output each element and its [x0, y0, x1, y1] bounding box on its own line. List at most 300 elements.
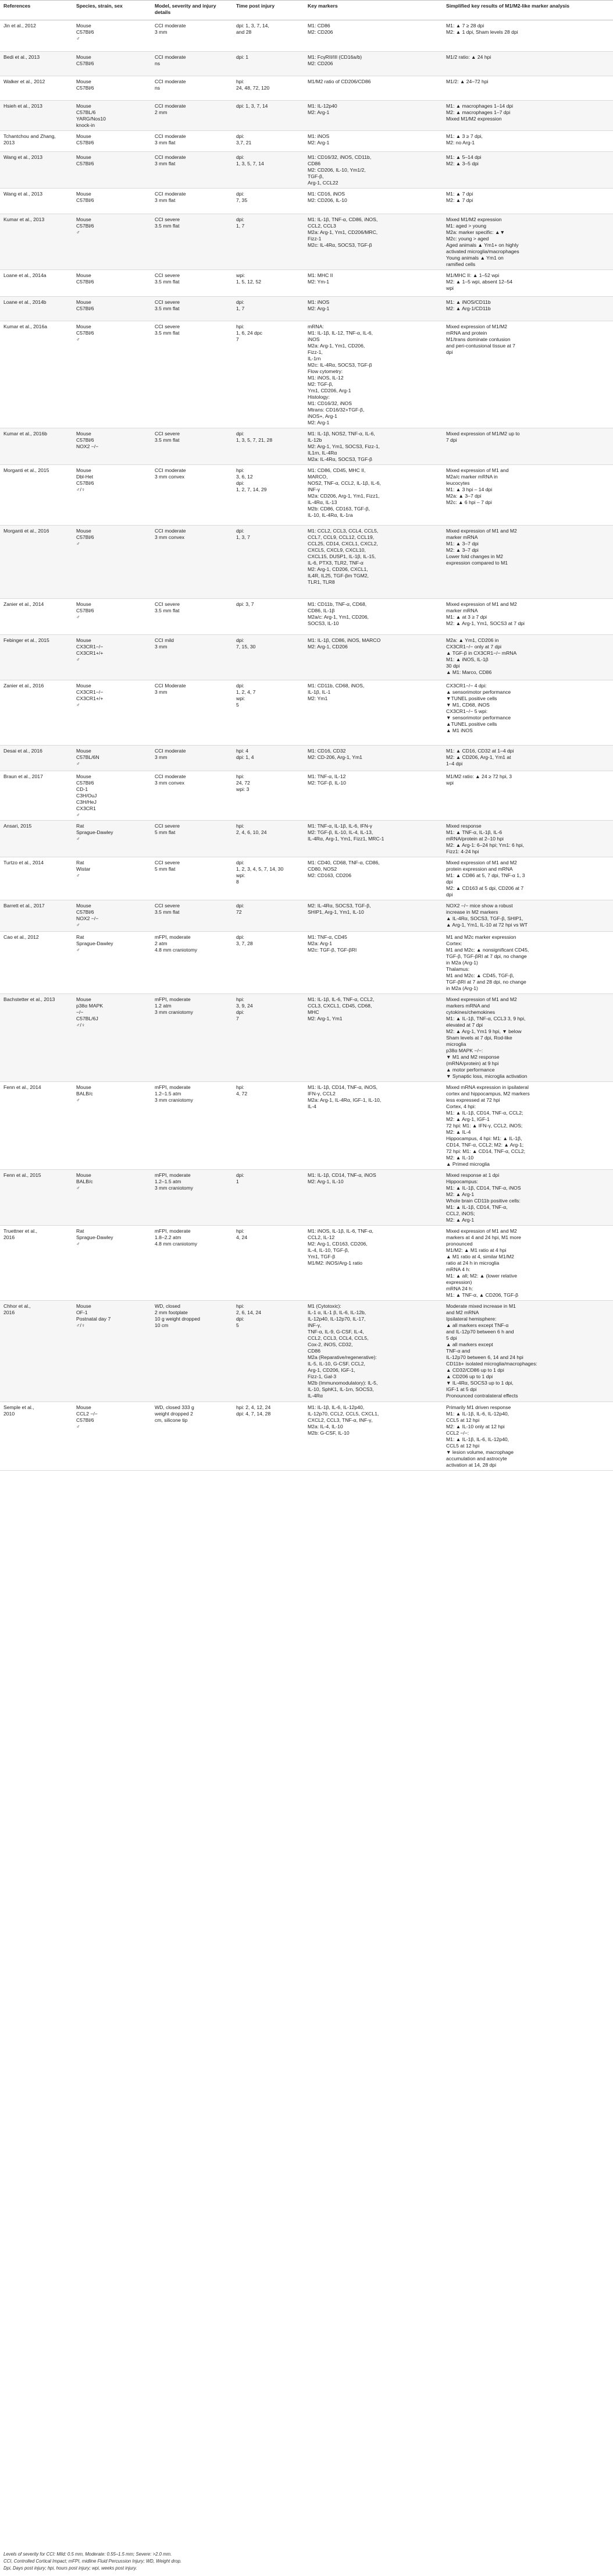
cell-line: dpi: 1, 3, 7, 14 [236, 103, 268, 109]
time-cell [233, 189, 304, 214]
cell-line: M2a/c: Arg-1, Ym1, CD206, [308, 614, 369, 620]
cell-line: CD11b+ isolated microglia/macrophages: [446, 1361, 537, 1367]
table-row [0, 76, 613, 101]
cell-line: microglia [446, 1041, 466, 1047]
cell-line: Mouse [76, 1404, 91, 1410]
cell-line: ♂ [76, 1185, 80, 1191]
cell-line: mRNA 24 h: [446, 1286, 473, 1291]
reference-cell [0, 465, 73, 526]
cell-line: M1/M2: iNOS/Arg-1 ratio [308, 1260, 363, 1266]
cell-line: 72 hpi: M1: ▲ IFN-γ, CCL2, iNOS; [446, 1123, 523, 1129]
cell-line: Mixed expression of M1 and M2 [446, 996, 517, 1002]
cell-line: C3H/HeJ [76, 799, 97, 805]
cell-line: Turtzo et al., 2014 [3, 860, 44, 865]
cell-line: Flow cytometry: [308, 368, 343, 374]
cell-line: Mixed M1/M2 expression [446, 116, 502, 122]
cell-line: Mixed expression of M1 and M2 [446, 601, 517, 607]
cell-line: M2: Arg-1 [308, 109, 330, 115]
cell-line: C57Bl/6 [76, 279, 94, 285]
cell-line: Cox-2, iNOS, CD32, [308, 1342, 353, 1347]
model-cell [151, 52, 233, 76]
cell-line: 5 mm flat [155, 829, 176, 835]
cell-line: M2: ▲ 3–7 dpi [446, 547, 479, 553]
cell-line: Mouse [76, 217, 91, 222]
cell-line: M1: iNOS [308, 133, 330, 139]
cell-line: C57Bl/6 [76, 1417, 94, 1423]
cell-line: IL-4Rα, Arg-1, Ym1, Fizz1, MRC-1 [308, 836, 384, 842]
cell-line: CX3CR1−/− [76, 689, 104, 695]
cell-line: mFPI, moderate [155, 1172, 191, 1178]
reference-cell [0, 270, 73, 297]
table-row [0, 189, 613, 214]
cell-line: M1: CCL2, CCL3, CCL4, CCL5, [308, 528, 379, 534]
cell-line: mRNA/protein at 2–10 hpi [446, 836, 504, 842]
cell-line: ♂ [76, 36, 80, 41]
cell-line: Sprague-Dawley [76, 1234, 113, 1240]
cell-line: Mixed expression of M1 and M2 [446, 528, 517, 534]
species-cell [73, 857, 151, 900]
markers-cell [304, 428, 443, 465]
cell-line: M1/M2 ratio of CD206/CD86 [308, 79, 371, 84]
model-cell [151, 821, 233, 857]
cell-line: M2: ▲ macrophages 1–7 dpi [446, 109, 511, 115]
cell-line: M2a (Reparative/regenerative): [308, 1354, 377, 1360]
markers-cell [304, 321, 443, 428]
cell-line: IL-12p70, CCL2, CCL5, CXCL1, [308, 1411, 379, 1417]
model-cell [151, 635, 233, 680]
time-cell [233, 994, 304, 1082]
cell-line: 7 dpi [446, 437, 457, 443]
time-cell [233, 771, 304, 821]
cell-line: C57Bl/6 [76, 437, 94, 443]
model-cell [151, 746, 233, 771]
markers-cell [304, 297, 443, 321]
cell-line: M1 and M2c: ▲ nonsignificant CD45, [446, 947, 529, 953]
cell-line: OF-1 [76, 1310, 88, 1315]
cell-line: Mouse [76, 996, 91, 1002]
cell-line: CD80, NOS2 [308, 866, 337, 872]
reference-cell [0, 101, 73, 131]
model-cell [151, 771, 233, 821]
cell-line: iNOS [308, 336, 320, 342]
time-cell [233, 152, 304, 189]
time-cell [233, 428, 304, 465]
table-row [0, 214, 613, 270]
cell-line: hpi: [236, 773, 244, 779]
table-row [0, 1226, 613, 1301]
cell-line: ▼ M1 and M2 response [446, 1054, 500, 1060]
cell-line: CD86 [308, 161, 320, 166]
cell-line: Mouse [76, 1172, 91, 1178]
cell-line: 3 mm convex [155, 474, 185, 480]
cell-line: M1: ▲ iNOS/CD11b [446, 299, 491, 305]
cell-line: dpi: [236, 217, 244, 222]
cell-line: M1 and M2c marker expression [446, 934, 516, 940]
header-species: Species, strain, sex [73, 1, 151, 20]
markers-cell [304, 152, 443, 189]
table-row [0, 428, 613, 465]
reference-cell [0, 1170, 73, 1226]
cell-line: M2: ▲ Arg-1 [446, 1191, 475, 1197]
cell-line: Mouse [76, 23, 91, 29]
model-cell [151, 1226, 233, 1301]
cell-line: M1: IL-1β, CD14, TNF-α, iNOS [308, 1172, 376, 1178]
cell-line: mFPI, moderate [155, 996, 191, 1002]
footnote: Levels of severity for CCI: Mild: 0.5 mm, Moderate: 0.55–1.5 mm; Severe: >2.0 mm. [3, 2552, 172, 2557]
table-row [0, 101, 613, 131]
cell-line: ns [155, 61, 161, 66]
markers-cell [304, 857, 443, 900]
cell-line: Rat [76, 860, 84, 865]
cell-line: 3.5 mm flat [155, 279, 180, 285]
results-cell [443, 1301, 613, 1402]
cell-line: 1, 7 [236, 223, 245, 229]
cell-line: M1: CD86, CD45, MHC II, [308, 467, 366, 473]
cell-line: CCL2, CCL3, CCL4, CCL5, [308, 1335, 369, 1341]
markers-cell [304, 771, 443, 821]
cell-line: M1: FcγRII/III (CD16a/b) [308, 54, 362, 60]
cell-line: M1/trans dominate contusion [446, 336, 511, 342]
cell-line: 2010 [3, 1411, 15, 1417]
reference-cell [0, 131, 73, 152]
cell-line: 4.8 mm craniotomy [155, 1241, 198, 1247]
cell-line: CXCL15, DUSP1, IL-1β, IL-15, [308, 553, 376, 559]
cell-line: p38α MAPK −/−: [446, 1048, 483, 1053]
cell-line: YARG/Nos10 [76, 116, 106, 122]
model-cell [151, 465, 233, 526]
cell-line: Mtrans: CD16/32+TGF-β, [308, 407, 365, 413]
cell-line: CX3CR1+/+ [76, 696, 104, 701]
results-cell [443, 321, 613, 428]
cell-line: dpi: [236, 431, 244, 437]
cell-line: 3 mm craniotomy [155, 1009, 193, 1015]
cell-line: ▲ M1: Marco, CD86 [446, 669, 492, 675]
cell-line: IFN-γ, CCL2 [308, 1091, 336, 1097]
model-cell [151, 428, 233, 465]
species-cell [73, 52, 151, 76]
cell-line: M1: TNF-α, IL-1β, IL-6, IFN-γ [308, 823, 372, 829]
time-cell [233, 214, 304, 270]
cell-line: BALB/c [76, 1179, 93, 1184]
time-cell [233, 1402, 304, 1471]
cell-line: 7, 15, 30 [236, 644, 256, 650]
cell-line: M2: CD206, IL-10, Ym1/2, [308, 167, 366, 173]
cell-line: ▼ M1, CD68, iNOS [446, 702, 490, 708]
species-cell [73, 297, 151, 321]
species-cell [73, 76, 151, 101]
model-cell [151, 599, 233, 635]
species-cell [73, 189, 151, 214]
cell-line: dpi: [236, 903, 244, 909]
table-row [0, 526, 613, 599]
model-cell [151, 1170, 233, 1226]
cell-line: Hsieh et al., 2013 [3, 103, 42, 109]
cell-line: M1: ▲ 5–14 dpi [446, 154, 482, 160]
species-cell [73, 1082, 151, 1170]
cell-line: 3 mm flat [155, 140, 176, 146]
cell-line: Whole brain CD11b positive cells: [446, 1198, 521, 1204]
table-row [0, 746, 613, 771]
cell-line: Cao et al., 2012 [3, 934, 39, 940]
cell-line: M2: ▲ Arg-1, IGF-1 [446, 1116, 490, 1122]
cell-line: mRNA: [308, 324, 324, 329]
cell-line: wpi: [236, 696, 245, 701]
cell-line: IL-1β, IL-1 [308, 689, 331, 695]
cell-line: TLR1, TLR8 [308, 579, 335, 585]
cell-line: Kumar et al., 2016b [3, 431, 48, 437]
cell-line: 1, 2, 7, 14, 29 [236, 487, 267, 492]
cell-line: dpi: [236, 934, 244, 940]
cell-line: markers mRNA and [446, 1003, 490, 1009]
cell-line: MHC [308, 1009, 319, 1015]
cell-line: M2: ▲ IL-4 [446, 1129, 471, 1135]
markers-cell [304, 1402, 443, 1471]
cell-line: hpi: [236, 1084, 244, 1090]
cell-line: C57Bl/6 [76, 85, 94, 91]
cell-line: M1: CD16/32, iNOS [308, 400, 352, 406]
cell-line: CCI severe [155, 431, 180, 437]
cell-line: CCI severe [155, 601, 180, 607]
cell-line: ♂ [76, 1241, 80, 1247]
cell-line: 1–4 dpi [446, 761, 463, 767]
cell-line: NOX2 −/− [76, 443, 99, 449]
cell-line: 3 mm [155, 644, 167, 650]
markers-cell [304, 900, 443, 932]
table-row [0, 297, 613, 321]
cell-line: weight dropped 2 [155, 1411, 193, 1417]
results-cell [443, 821, 613, 857]
cell-line: M2: CD163, CD206 [308, 872, 351, 878]
cell-line: Mouse [76, 467, 91, 473]
cell-line: Mouse [76, 54, 91, 60]
cell-line: M2a: marker specific: ▲▼ [446, 229, 505, 235]
cell-line: Rat [76, 1228, 84, 1234]
footnote: Dpi, Days post injury; hpi, hours post injury; wpi, weeks post injury. [3, 2566, 137, 2571]
markers-cell [304, 821, 443, 857]
results-cell [443, 465, 613, 526]
cell-line: M2a: IL-4Rα, SOCS3, TGF-β [308, 456, 372, 462]
cell-line: CCL2 −/−: [446, 1430, 469, 1436]
header-results: Simplified key results of M1/M2-like marker analysis [443, 1, 613, 20]
cell-line: Zanier et al., 2016 [3, 683, 44, 689]
cell-line: ▲ M1 iNOS [446, 728, 473, 733]
cell-line: CCI moderate [155, 528, 186, 534]
cell-line: TGF-β, [308, 173, 324, 179]
time-cell [233, 900, 304, 932]
reference-cell [0, 900, 73, 932]
cell-line: M1: iNOS, IL-1β, IL-6, TNF-α, [308, 1228, 373, 1234]
cell-line: Lower fold changes in M2 [446, 553, 503, 559]
markers-cell [304, 101, 443, 131]
cell-line: elevated at 7 dpi [446, 1022, 483, 1028]
reference-cell [0, 20, 73, 52]
cell-line: M2a: ▲ Ym1, CD206 in [446, 637, 499, 643]
species-cell [73, 526, 151, 599]
cell-line: C57Bl/6 [76, 909, 94, 915]
time-cell [233, 52, 304, 76]
cell-line: M2: Arg-1 [308, 306, 330, 311]
cell-line: Hippocampus, 4 hpi: M1: ▲ IL-1β, [446, 1136, 522, 1141]
cell-line: NOS2, TNF-α, CCL2, IL-1β, IL-6, [308, 480, 381, 486]
time-cell [233, 1170, 304, 1226]
table-row [0, 771, 613, 821]
cell-line: IL-4Rα [308, 1393, 323, 1399]
cell-line: IL-1rn [308, 356, 321, 361]
cell-line: CX3CR1−/− [76, 644, 104, 650]
cell-line: Fizz1: 4-24 hpi [446, 849, 479, 854]
cell-line: CCI moderate [155, 103, 186, 109]
reference-cell [0, 857, 73, 900]
cell-line: IL-4, IL-10, TGF-β, [308, 1247, 350, 1253]
cell-line: M1: ▲ IL-1β, CD14, TNF-α, [446, 1204, 508, 1210]
species-cell [73, 1226, 151, 1301]
cell-line: Hippocampus: [446, 1179, 478, 1184]
cell-line: 3 mm convex [155, 534, 185, 540]
cell-line: M2: ▲ IL-10 only at 12 hpi [446, 1424, 505, 1429]
cell-line: 2016 [3, 1234, 15, 1240]
time-cell [233, 465, 304, 526]
cell-line: 5 [236, 702, 239, 708]
cell-line: 3.5 mm flat [155, 909, 180, 915]
cell-line: CCI severe [155, 324, 180, 329]
cell-line: ♂/♀ [76, 1322, 85, 1328]
cell-line: 72 [236, 909, 242, 915]
cell-line: CX3CR1−/− 5 wpi: [446, 708, 488, 714]
cell-line: Fizz-1 [308, 236, 322, 242]
cell-line: CXCL5, CXCL9, CXCL10, [308, 547, 366, 553]
cell-line: WD, closed [155, 1303, 180, 1309]
cell-line: M1: IL-1β, IL-6, IL-12p40, [308, 1404, 365, 1410]
results-cell [443, 599, 613, 635]
cell-line: M1: ▲ CD86 at 5, 7 dpi, TNF-α 1, 3 [446, 872, 525, 878]
cell-line: hpi: [236, 79, 244, 84]
cell-line: Mouse [76, 528, 91, 534]
cell-line: Arg-1, CCL22 [308, 180, 338, 186]
model-cell [151, 189, 233, 214]
cell-line: 3 mm [155, 754, 167, 760]
cell-line: C57Bl/6 [76, 480, 94, 486]
cell-line: C57Bl/6 [76, 306, 94, 311]
cell-line: dpi: [236, 480, 244, 486]
cell-line: Histology: [308, 394, 330, 400]
model-cell [151, 297, 233, 321]
cell-line: CCI moderate [155, 79, 186, 84]
cell-line: Mixed response at 1 dpi [446, 1172, 500, 1178]
cell-line: Ym1, TGF-β [308, 1254, 336, 1259]
cell-line: CCL2, CCL3 [308, 223, 336, 229]
reference-cell [0, 526, 73, 599]
markers-cell [304, 1226, 443, 1301]
cell-line: marker mRNA [446, 534, 478, 540]
cell-line: 2016 [3, 1310, 15, 1315]
cell-line: wpi [446, 285, 454, 291]
cell-line: ▲ Primed microglia [446, 1161, 490, 1167]
cell-line: M2: TGF-β, [308, 381, 333, 387]
header-time: Time post injury [233, 1, 304, 20]
cell-line: Primarily M1 driven response [446, 1404, 511, 1410]
cell-line: 3.5 mm flat [155, 437, 180, 443]
table-row [0, 932, 613, 994]
cell-line: SHIP1, Arg-1, Ym1, IL-10 [308, 909, 364, 915]
cell-line: dpi: [236, 1172, 244, 1178]
cell-line: M2: ▲ CD206, Arg-1, Ym1 at [446, 754, 511, 760]
cell-line: Semple et al., [3, 1404, 34, 1410]
results-cell [443, 76, 613, 101]
cell-line: Loane et al., 2014a [3, 272, 47, 278]
cell-line: M2: no Arg-1 [446, 140, 475, 146]
model-cell [151, 932, 233, 994]
cell-line: p38α MAPK [76, 1003, 104, 1009]
results-cell [443, 214, 613, 270]
cell-line: ▲ CD32/CD86 up to 1 dpi [446, 1367, 504, 1373]
cell-line: M1: ▲ 3–7 dpi [446, 541, 479, 547]
reference-cell [0, 428, 73, 465]
time-cell [233, 101, 304, 131]
time-cell [233, 635, 304, 680]
cell-line: C57Bl/6 [76, 61, 94, 66]
cell-line: dpi [446, 349, 453, 355]
cell-line: Mouse [76, 431, 91, 437]
cell-line: C57Bl/6 [76, 534, 94, 540]
cell-line: knock-in [76, 122, 95, 128]
cell-line: M2a: Arg-1, IL-4Rα, IGF-1, IL-10, [308, 1097, 382, 1103]
cell-line: hpi: [236, 996, 244, 1002]
cell-line: wpi [446, 780, 454, 786]
cell-line: IL-12p40, IL-12p70, IL-17, [308, 1316, 366, 1322]
cell-line: IL1rn, IL-4Rα [308, 450, 337, 456]
cell-line: C57Bl/6 [76, 223, 94, 229]
cell-line: CCI severe [155, 272, 180, 278]
cell-line: M2a/c marker mRNA in [446, 474, 498, 480]
species-cell [73, 131, 151, 152]
cell-line: dpi: 1, 3, 7, 14, [236, 23, 269, 29]
cell-line: M1: IL-1β, NOS2, TNF-α, IL-6, [308, 431, 375, 437]
table-header-row [0, 1, 613, 20]
cell-line: ♂ [76, 336, 80, 342]
cell-line: Young animals ▲ Ym1 on [446, 255, 504, 261]
cell-line: M1: CD16/32, iNOS, CD11b, [308, 154, 372, 160]
cell-line: 10 cm [155, 1322, 169, 1328]
cell-line: 1, 5, 12, 52 [236, 279, 262, 285]
cell-line: M1: ▲ IL-1β, IL-6, IL-12p40, [446, 1436, 509, 1442]
cell-line: IL-12p70 between 6, 14 and 24 hpi [446, 1354, 523, 1360]
cell-line: 3 mm flat [155, 161, 176, 166]
cell-line: Loane et al., 2014b [3, 299, 47, 305]
cell-line: 3, 7, 28 [236, 941, 253, 946]
table-row [0, 1402, 613, 1471]
cell-line: hpi: [236, 324, 244, 329]
cell-line: M1/MHC II: ▲ 1–52 wpi [446, 272, 500, 278]
cell-line: ▲TUNEL positive cells [446, 721, 497, 727]
time-cell [233, 297, 304, 321]
cell-line: CCI Moderate [155, 683, 186, 689]
cell-line: 7 [236, 336, 239, 342]
reference-cell [0, 771, 73, 821]
cell-line: M2: Arg-1, Ym1, SOCS3, Fizz-1, [308, 443, 380, 449]
cell-line: ratio at 24 h in microglia [446, 1260, 500, 1266]
results-cell [443, 746, 613, 771]
cell-line: −/− [76, 1009, 84, 1015]
cell-line: CCL5 at 12 hpi [446, 1443, 480, 1449]
cell-line: 1.2–1.5 atm [155, 1179, 181, 1184]
cell-line: M2b (Immunomodulatory): IL-5, [308, 1380, 378, 1386]
cell-line: activation at 14, 28 dpi [446, 1462, 496, 1468]
cell-line: Mouse [76, 748, 91, 754]
reference-cell [0, 76, 73, 101]
cell-line: 5 mm flat [155, 866, 176, 872]
model-cell [151, 270, 233, 297]
cell-line: TNF-α and [446, 1348, 471, 1354]
